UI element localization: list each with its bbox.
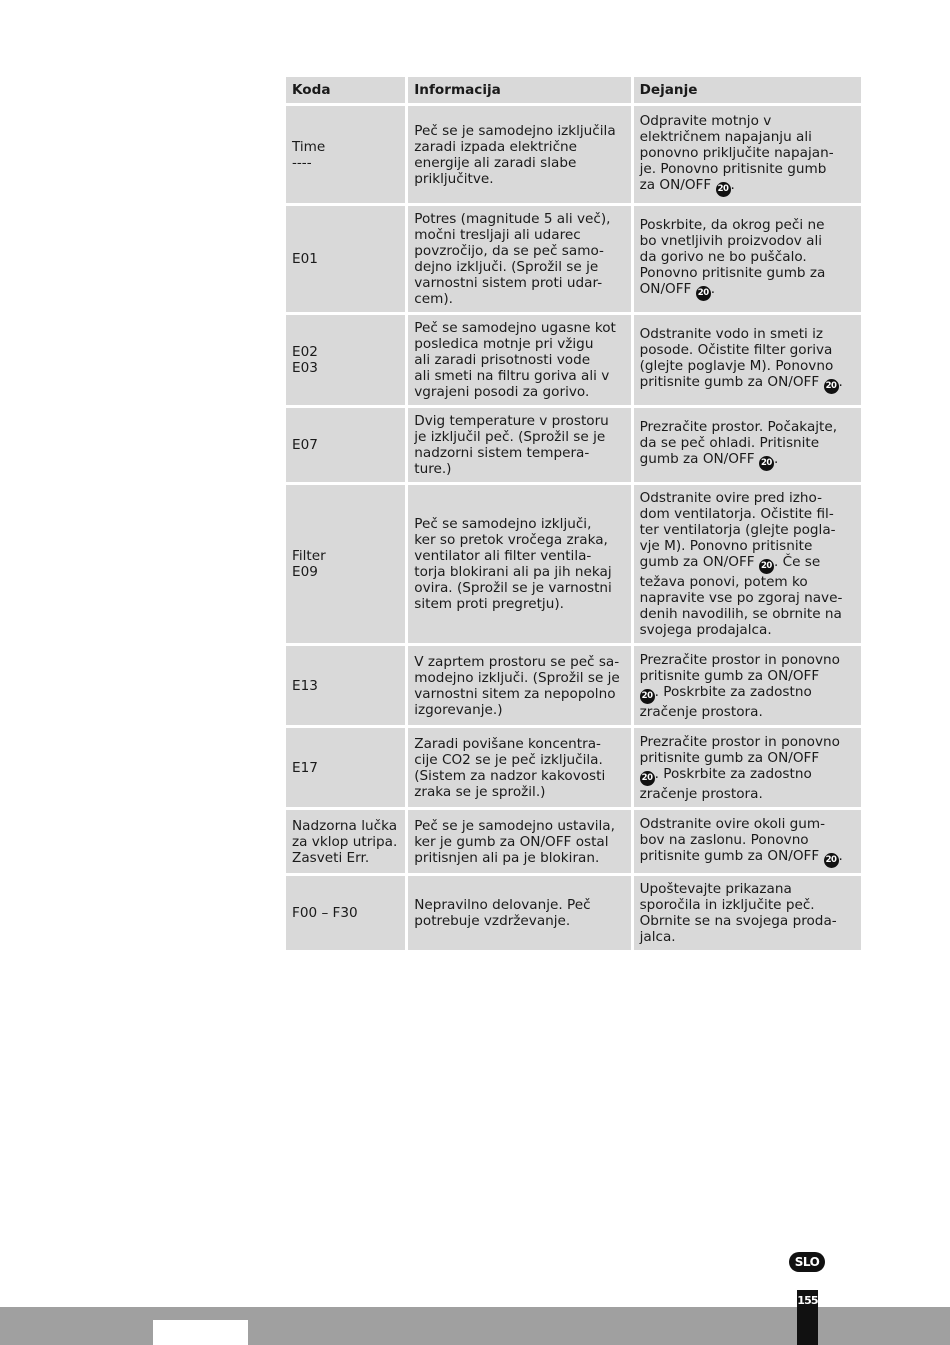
error-code-table	[283, 74, 864, 953]
action-text: Prezračite prostor in ponovno pritisnite gumb za ON/OFF	[639, 733, 840, 766]
cell-code: E17	[286, 728, 405, 807]
cell-action	[634, 206, 861, 312]
action-suffix: .	[773, 451, 779, 467]
cell-info: V zaprtem prostoru se peč sa- modejno izključi. (Sprožil se je varnostni sitem za nepopolno izgorevanje.)	[408, 646, 630, 725]
action-text: Poskrbite, da okrog peči ne bo vnetljivih proizvodov ali da gorivo ne bo puščalo. Ponovno pritisnite gumb za ON/OFF	[639, 217, 826, 297]
cell-action	[634, 485, 861, 643]
cell-info: Dvig temperature v prostoru je izključil peč. (Sprožil se je nadzorni sistem tempera- ture.)	[408, 408, 630, 482]
cell-info: Peč se samodejno izključi, ker so pretok vročega zraka, ventilator ali filter ventila- torja blokirani ali pa jih nekaj ovira. (Sprožil se je varnostni sitem proti pregretju).	[408, 485, 630, 643]
button-20-icon: 20	[759, 456, 774, 471]
action-suffix: .	[710, 281, 716, 297]
cell-code: Nadzorna lučka za vklop utripa. Zasveti Err.	[286, 810, 405, 873]
cell-code: E02 E03	[286, 315, 405, 405]
page-number: 155	[797, 1294, 818, 1307]
cell-code: F00 – F30	[286, 876, 405, 950]
button-20-icon: 20	[824, 379, 839, 394]
header-action: Dejanje	[634, 77, 861, 103]
header-code: Koda	[286, 77, 405, 103]
table-row	[286, 876, 861, 950]
action-suffix: .	[838, 847, 843, 864]
action-text: Upoštevajte prikazana sporočila in izključite peč. Obrnite se na svojega proda- jalca.	[639, 881, 837, 945]
cell-code: Time ----	[286, 106, 405, 203]
action-text: Prezračite prostor. Počakajte, da se peč ohladi. Pritisnite gumb za ON/OFF	[639, 419, 838, 467]
table-row	[286, 408, 861, 482]
action-suffix: . Če se težava ponovi, potem ko napravite vse po zgoraj nave- denih navodilih, se obrnite na svojega prodajalca.	[639, 554, 843, 638]
cell-info: Zaradi povišane koncentra- cije CO2 se je peč izključila. (Sistem za nadzor kakovosti zraka se je sprožil.)	[408, 728, 630, 807]
button-20-icon: 20	[640, 771, 655, 786]
button-20-icon: 20	[824, 853, 839, 868]
table-row	[286, 646, 861, 725]
table-header-row	[286, 77, 861, 103]
language-badge: SLO	[789, 1252, 825, 1272]
table-row	[286, 728, 861, 807]
button-20-icon: 20	[640, 689, 655, 704]
cell-code: E01	[286, 206, 405, 312]
cell-code: E07	[286, 408, 405, 482]
cell-info: Potres (magnitude 5 ali več), močni tresljaji ali udarec povzročijo, da se peč samo- dejno izključi. (Sprožil se je varnostni sistem proti udar- cem).	[408, 206, 630, 312]
table-row	[286, 106, 861, 203]
cell-action	[634, 876, 861, 950]
button-20-icon: 20	[696, 286, 711, 301]
table-row	[286, 315, 861, 405]
cell-code: Filter E09	[286, 485, 405, 643]
action-text: Prezračite prostor in ponovno pritisnite gumb za ON/OFF	[639, 651, 840, 684]
cell-action	[634, 408, 861, 482]
action-suffix: . Poskrbite za zadostno zračenje prostora.	[639, 683, 812, 720]
cell-info: Peč se samodejno ugasne kot posledica motnje pri vžigu ali zaradi prisotnosti vode ali smeti na filtru goriva ali v vgrajeni posodi za gorivo.	[408, 315, 630, 405]
table-row	[286, 206, 861, 312]
button-20-icon: 20	[759, 559, 774, 574]
cell-info: Nepravilno delovanje. Peč potrebuje vzdrževanje.	[408, 876, 630, 950]
header-info: Informacija	[408, 77, 630, 103]
action-text: Odstranite ovire okoli gum- bov na zaslonu. Ponovno pritisnite gumb za ON/OFF	[639, 815, 826, 864]
cell-action	[634, 646, 861, 725]
action-suffix: .	[730, 176, 735, 193]
action-text: Odpravite motnjo v električnem napajanju ali ponovno priključite napajan- je. Ponovno pritisnite gumb za ON/OFF	[639, 112, 834, 193]
cell-info: Peč se je samodejno ustavila, ker je gumb za ON/OFF ostal pritisnjen ali pa je blokiran.	[408, 810, 630, 873]
action-suffix: .	[838, 374, 843, 390]
cell-info: Peč se je samodejno izključila zaradi izpada električne energije ali zaradi slabe priključitve.	[408, 106, 630, 203]
button-20-icon: 20	[716, 182, 731, 197]
cell-action	[634, 728, 861, 807]
table-row	[286, 485, 861, 643]
action-suffix: . Poskrbite za zadostno zračenje prostora.	[639, 765, 812, 802]
footer-white-block	[153, 1320, 248, 1345]
action-text: Odstranite vodo in smeti iz posode. Očistite filter goriva (glejte poglavje M). Ponovno pritisnite gumb za ON/OFF	[639, 326, 834, 390]
cell-code: E13	[286, 646, 405, 725]
cell-action	[634, 315, 861, 405]
action-text: Odstranite ovire pred izho- dom ventilatorja. Očistite fil- ter ventilatorja (glejte pogla- vje M). Ponovno pritisnite gumb za ON/OFF	[639, 490, 836, 570]
cell-action	[634, 106, 861, 203]
cell-action	[634, 810, 861, 873]
table-row	[286, 810, 861, 873]
